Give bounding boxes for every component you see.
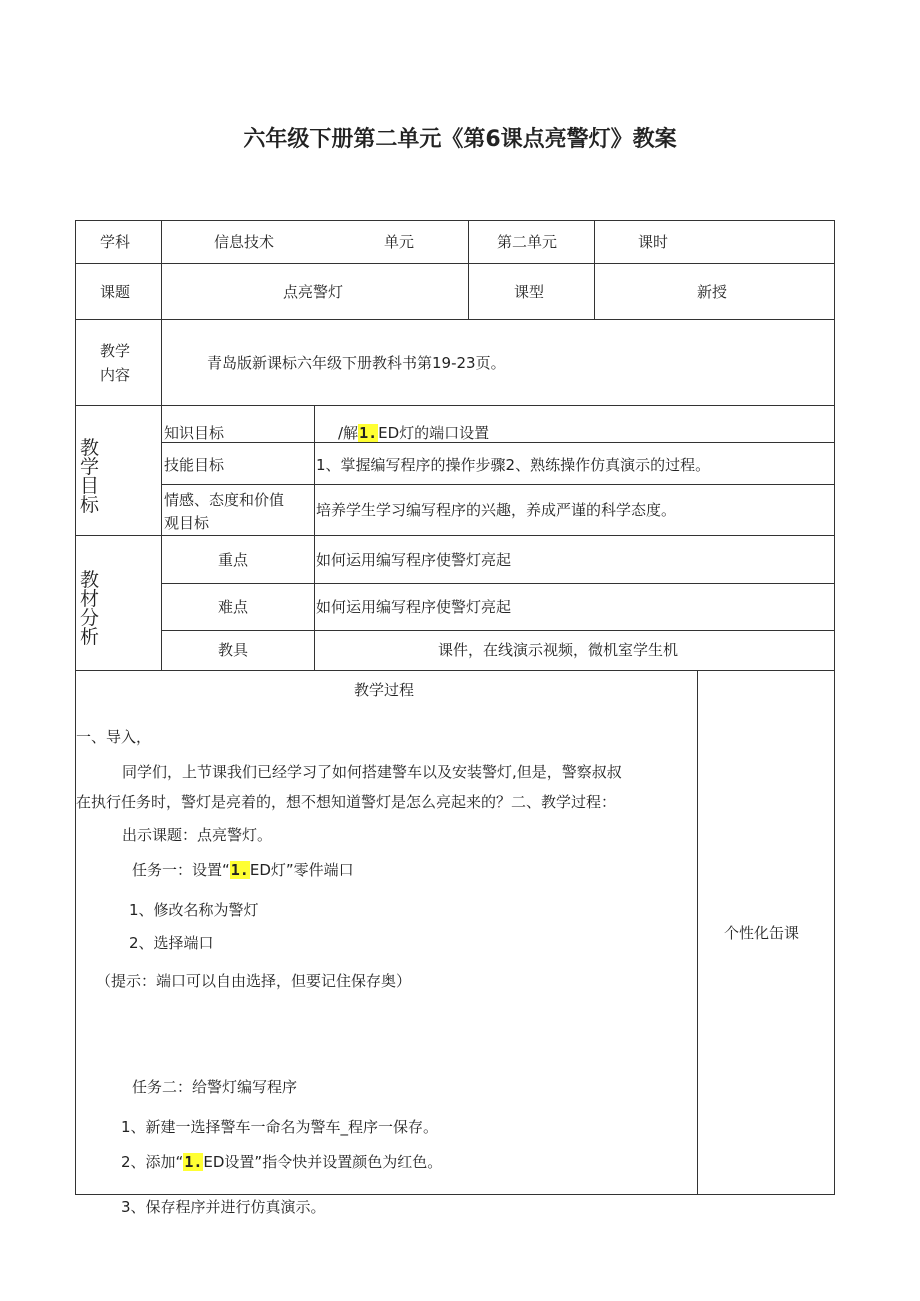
- task2-step3: 3、保存程序并进行仿真演示。: [121, 1198, 326, 1216]
- skill-label: 技能目标: [164, 456, 225, 474]
- task1: 任务一：设置“1.ED灯”零件端口: [132, 861, 354, 879]
- analysis-label-2: 材: [80, 588, 100, 610]
- topic-label: 课题: [100, 283, 131, 301]
- type-label: 课型: [514, 283, 545, 301]
- tools-value: 课件，在线演示视频，微机室学生机: [438, 641, 679, 659]
- task2-step2: 2、添加“1.ED设置”指令快并设置颜色为红色。: [121, 1153, 443, 1171]
- task1-step2: 2、选择端口: [129, 934, 214, 952]
- goals-label-4: 标: [80, 494, 100, 516]
- emotion-label-2: 观目标: [164, 514, 210, 532]
- task1-tip: （提示：端口可以自由选择，但要记住保存奥）: [96, 972, 412, 990]
- content-value: 青岛版新课标六年级下册教科书第19-23页。: [207, 354, 506, 372]
- goals-label-3: 目: [80, 475, 100, 497]
- personalized-label: 个性化缶课: [724, 924, 800, 942]
- process-header: 教学过程: [354, 681, 415, 699]
- period-label: 课时: [638, 233, 669, 251]
- key-value: 如何运用编写程序使警灯亮起: [316, 551, 512, 569]
- analysis-label-4: 析: [80, 626, 100, 648]
- page-title: 六年级下册第二单元《第6课点亮警灯》教案: [243, 127, 677, 152]
- task1-step1: 1、修改名称为警灯: [129, 901, 259, 919]
- knowledge-value: /解1.ED灯的端口设置: [338, 424, 490, 442]
- difficult-label: 难点: [218, 598, 249, 616]
- difficult-value: 如何运用编写程序使警灯亮起: [316, 598, 512, 616]
- subject-value: 信息技术: [214, 233, 275, 251]
- analysis-label-3: 分: [80, 607, 100, 629]
- show-topic: 出示课题：点亮警灯。: [122, 826, 273, 844]
- key-label: 重点: [218, 551, 249, 569]
- tools-label: 教具: [218, 641, 249, 659]
- intro-para-line1: 同学们，上节课我们已经学习了如何搭建警车以及安装警灯,但是，警察叔叔: [122, 763, 622, 781]
- knowledge-label: 知识目标: [164, 424, 225, 442]
- skill-value: 1、掌握编写程序的操作步骤2、熟练操作仿真演示的过程。: [316, 456, 711, 474]
- intro-heading: 一、导入，: [76, 728, 152, 746]
- content-label-2: 内容: [100, 366, 131, 384]
- subject-label: 学科: [100, 233, 131, 251]
- emotion-value: 培养学生学习编写程序的兴趣，养成严谨的科学态度。: [316, 501, 677, 519]
- intro-para-line2: 在执行任务时，警灯是亮着的，想不想知道警灯是怎么亮起来的？二、教学过程：: [76, 793, 617, 811]
- unit-value: 第二单元: [497, 233, 558, 251]
- task2: 任务二：给警灯编写程序: [132, 1078, 298, 1096]
- type-value: 新授: [697, 283, 728, 301]
- unit-label: 单元: [384, 233, 415, 251]
- emotion-label-1: 情感、态度和价值: [164, 491, 285, 509]
- goals-label-2: 学: [80, 456, 100, 478]
- analysis-label-1: 教: [80, 569, 100, 591]
- topic-value: 点亮警灯: [283, 283, 344, 301]
- goals-label-1: 教: [80, 437, 100, 459]
- content-label-1: 教学: [100, 342, 131, 360]
- task2-step1: 1、新建一选择警车一命名为警车_程序一保存。: [121, 1118, 439, 1136]
